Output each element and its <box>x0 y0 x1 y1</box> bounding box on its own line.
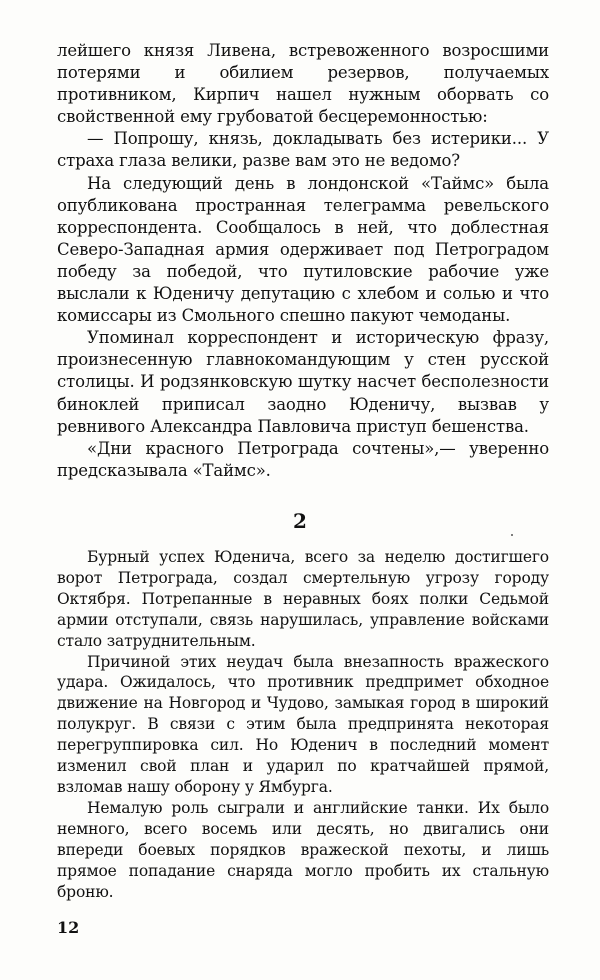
text-block-bottom <box>57 547 549 902</box>
paragraph: Упоминал корреспондент и историческую фразу, произнесенную главнокомандующим у стен русской столицы. И родзянковскую шутку насчет бесполезности биноклей приписал заодно Юденичу, вызвав у ревнивого Александра Павловича приступ бешенства. <box>57 328 549 436</box>
paragraph: Немалую роль сыграли и английские танки. Их было немного, всего восемь или десять, но двигались они впереди боевых порядков вражеской пехоты, и лишь прямое попадание снаряда могло пробить их стальную броню. <box>57 798 549 901</box>
paragraph: На следующий день в лондонской «Таймс» была опубликована пространная телеграмма ревельского корреспондента. Сообщалось в ней, что доблестная Северо-Западная армия одерживает под Петроградом победу за победой, что путиловские рабочие уже выслали к Юденичу депутацию с хлебом и солью и что комиссары из Смольного спешно пакуют чемоданы. <box>57 173 549 326</box>
paragraph: Причиной этих неудач была внезапность вражеского удара. Ожидалось, что противник предпримет обходное движение на Новгород и Чудово, замыкая город в широкий полукруг. В связи с этим была предпринята некоторая перегруппировка сил. Но Юденич в последний момент изменил свой план и ударил по кратчайшей прямой, взломав нашу оборону у Ямбурга. <box>57 652 549 796</box>
text-block-top <box>57 40 549 482</box>
paragraph: лейшего князя Ливена, встревоженного возросшими потерями и обилием резервов, получаемых противником, Кирпич нашел нужным оборвать со свойственной ему грубоватой бесцеремонностью: <box>57 41 549 127</box>
paragraph: «Дни красного Петрограда сочтены»,— уверенно предсказывала «Таймс». <box>57 438 549 480</box>
print-speck <box>511 534 513 536</box>
chapter-number: 2 <box>293 509 307 533</box>
paragraph: — Попрошу, князь, докладывать без истерики... У страха глаза велики, разве вам это не ведомо? <box>57 129 549 171</box>
page-number: 12 <box>57 918 80 937</box>
paragraph: Бурный успех Юденича, всего за неделю достигшего ворот Петрограда, создал смертельную угрозу городу Октября. Потрепанные в неравных боях полки Седьмой армии отступали, связь нарушилась, управление войсками стало затруднительным. <box>57 548 549 650</box>
